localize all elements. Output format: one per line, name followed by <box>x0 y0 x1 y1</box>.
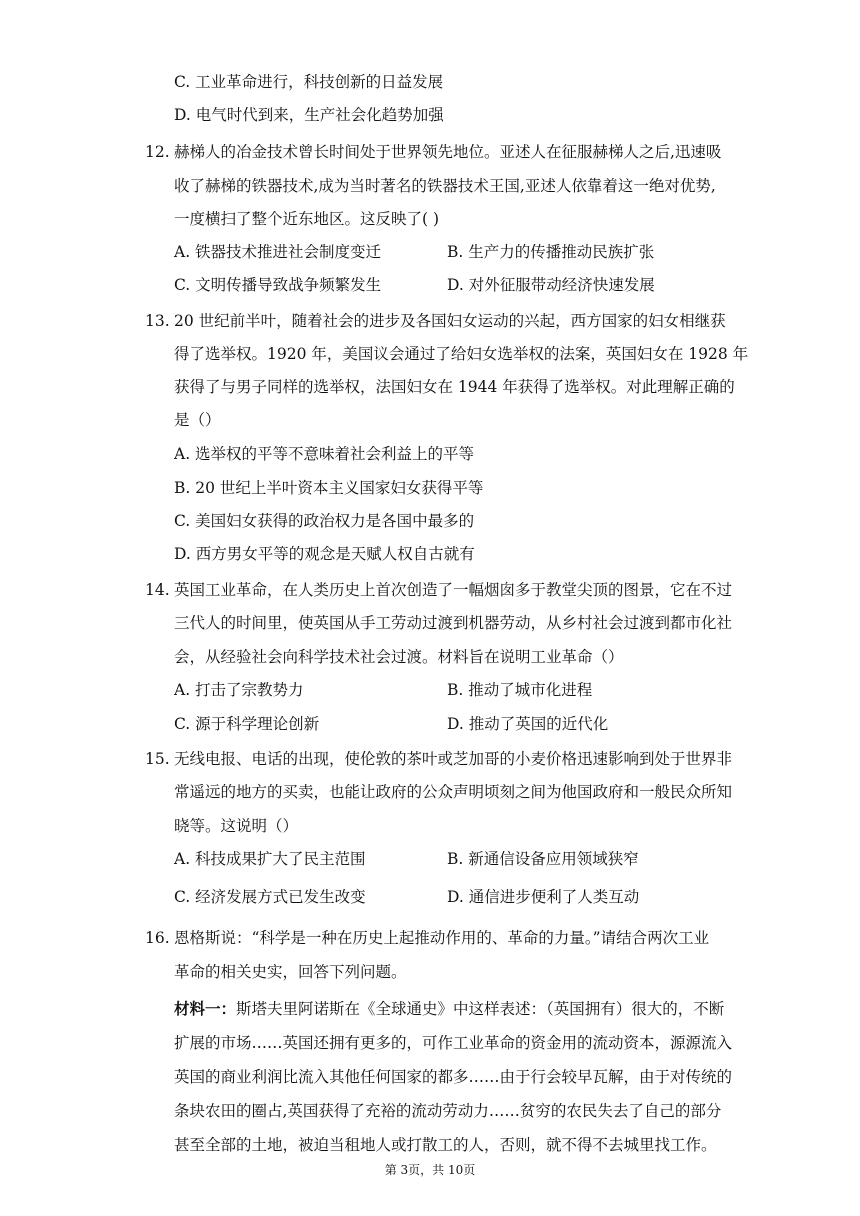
q14-line-3: 会，从经验社会向科学技术社会过渡。材料旨在说明工业革命（） <box>174 648 624 666</box>
q12-option-c: C. 文明传播导致战争频繁发生 <box>174 276 382 294</box>
q15-option-d: D. 通信进步便利了人类互动 <box>447 888 640 906</box>
q15-option-b: B. 新通信设备应用领域狭窄 <box>447 850 639 868</box>
q15-line-1: 无线电报、电话的出现，使伦敦的茶叶或芝加哥的小麦价格迅速影响到处于世界非 <box>174 750 733 768</box>
q16-material-label: 材料一： <box>174 999 237 1018</box>
q16-material-text: 斯塔夫里阿诺斯在《全球通史》中这样表述：（英国拥有）很大的，不断 <box>236 1000 725 1018</box>
q12-option-a: A. 铁器技术推进社会制度变迁 <box>174 243 382 261</box>
prev-option-d: D. 电气时代到来，生产社会化趋势加强 <box>174 106 444 124</box>
q13-option-b: B. 20 世纪上半叶资本主义国家妇女获得平等 <box>174 479 484 497</box>
q15-number: 15. <box>145 750 170 768</box>
prev-option-c: C. 工业革命进行，科技创新的日益发展 <box>174 73 444 91</box>
q13-number: 13. <box>145 312 170 330</box>
q16-line-2: 革命的相关史实，回答下列问题。 <box>174 963 407 981</box>
q13-option-c: C. 美国妇女获得的政治权力是各国中最多的 <box>174 512 475 530</box>
q13-option-a: A. 选举权的平等不意味着社会利益上的平等 <box>174 445 475 463</box>
q14-number: 14. <box>145 581 170 599</box>
q13-line-4: 是（） <box>174 411 221 429</box>
q13-line-1: 20 世纪前半叶，随着社会的进步及各国妇女运动的兴起，西方国家的妇女相继获 <box>174 312 726 330</box>
q13-line-2: 得了选举权。1920 年，美国议会通过了给妇女选举权的法案，英国妇女在 1928 年 <box>174 345 749 363</box>
q15-line-2: 常遥远的地方的买卖，也能让政府的公众声明顷刻之间为他国政府和一般民众所知 <box>174 783 733 801</box>
q16-line-1: 恩格斯说：“科学是一种在历史上起推动作用的、革命的力量。”请结合两次工业 <box>174 929 710 947</box>
q16-material-line-2: 扩展的市场……英国还拥有更多的，可作工业革命的资金用的流动资本，源源流入 <box>174 1034 733 1052</box>
q13-option-d: D. 西方男女平等的观念是天赋人权自古就有 <box>174 545 475 563</box>
q14-option-c: C. 源于科学理论创新 <box>174 715 320 733</box>
q12-line-1: 赫梯人的冶金技术曾长时间处于世界领先地位。亚述人在征服赫梯人之后,迅速吸 <box>174 143 722 161</box>
q16-material-line-1 <box>174 998 724 1020</box>
q16-number: 16. <box>145 929 170 947</box>
q14-line-2: 三代人的时间里，使英国从手工劳动过渡到机器劳动，从乡村社会过渡到都市化社 <box>174 614 733 632</box>
q14-option-b: B. 推动了城市化进程 <box>447 681 593 699</box>
q14-option-d: D. 推动了英国的近代化 <box>447 715 609 733</box>
q16-material-line-3: 英国的商业利润比流入其他任何国家的都多……由于行会较早瓦解，由于对传统的 <box>174 1068 733 1086</box>
q12-option-b: B. 生产力的传播推动民族扩张 <box>447 243 655 261</box>
q13-line-3: 获得了与男子同样的选举权，法国妇女在 1944 年获得了选举权。对此理解正确的 <box>174 378 735 396</box>
q12-option-d: D. 对外征服带动经济快速发展 <box>447 276 655 294</box>
q14-line-1: 英国工业革命，在人类历史上首次创造了一幅烟囱多于教堂尖顶的图景，它在不过 <box>174 581 733 599</box>
q12-number: 12. <box>145 143 170 161</box>
page-footer: 第 3页，共 10页 <box>384 1163 476 1177</box>
q16-material-line-5: 甚至全部的土地，被迫当租地人或打散工的人，否则，就不得不去城里找工作。 <box>174 1136 717 1154</box>
q12-line-3: 一度横扫了整个近东地区。这反映了( ) <box>174 210 440 228</box>
q15-option-a: A. 科技成果扩大了民主范围 <box>174 850 366 868</box>
q14-option-a: A. 打击了宗教势力 <box>174 681 304 699</box>
q12-line-2: 收了赫梯的铁器技术,成为当时著名的铁器技术王国,亚述人依靠着这一绝对优势, <box>174 177 716 195</box>
q15-option-c: C. 经济发展方式已发生改变 <box>174 888 366 906</box>
q15-line-3: 晓等。这说明（） <box>174 817 299 835</box>
q16-material-line-4: 条块农田的圈占,英国获得了充裕的流动劳动力……贫穷的农民失去了自己的部分 <box>174 1102 722 1120</box>
